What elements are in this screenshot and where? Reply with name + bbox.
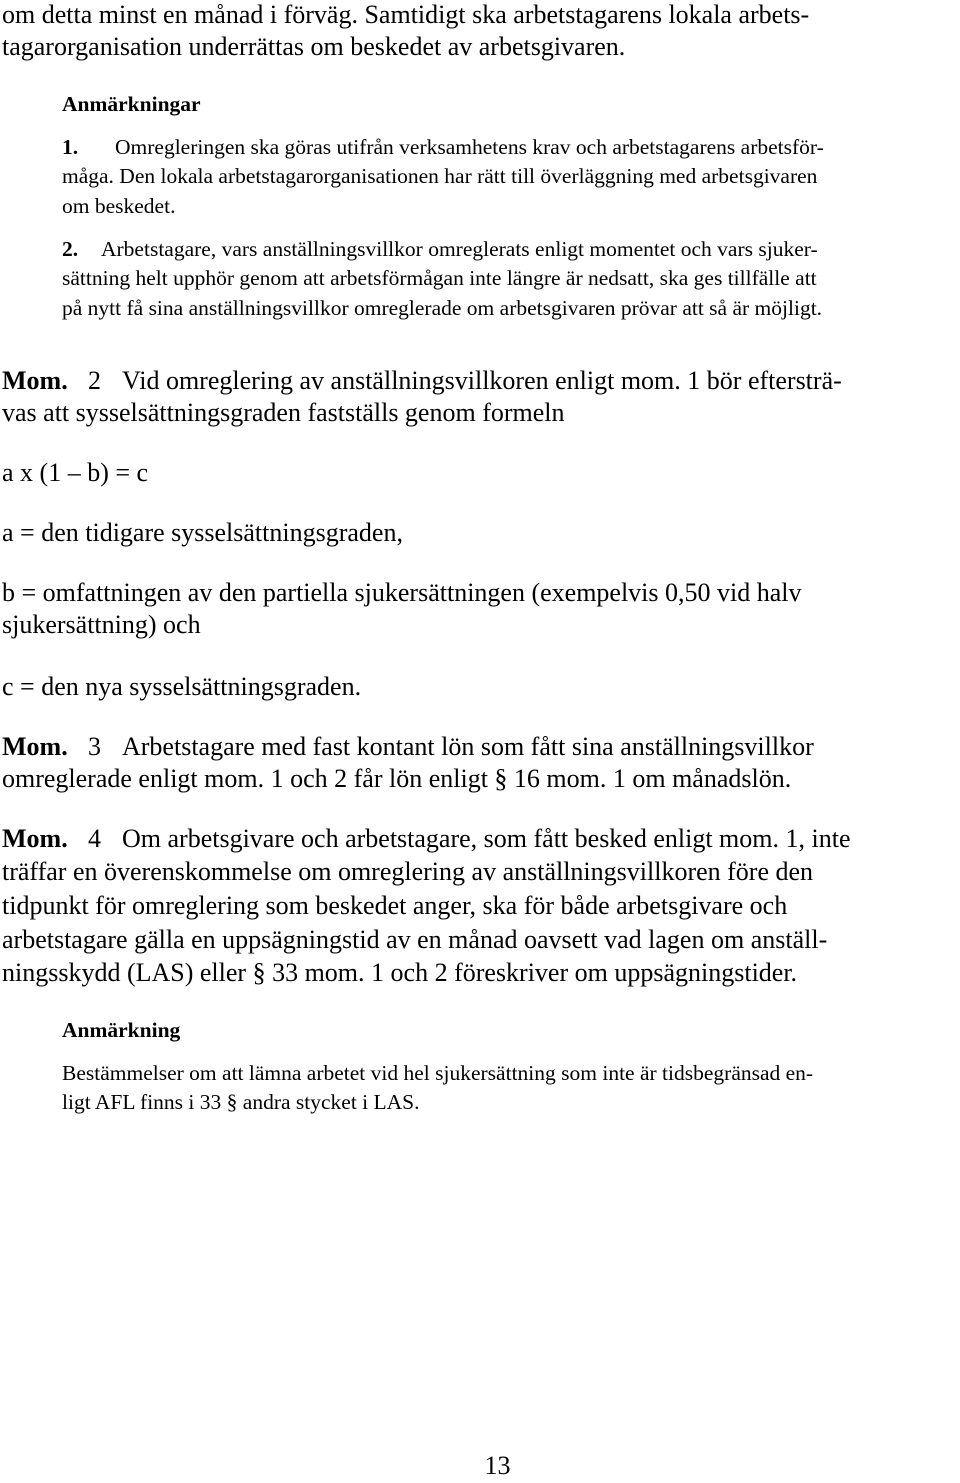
mom-4-line-4: arbetstagare gälla en uppsägningstid av en månad oavsett vad lagen om anställ-: [2, 925, 828, 954]
remark-2-line-3: på nytt få sina anställningsvillkor omreglerade om arbetsgivaren prövar att så är möjligt.: [62, 296, 823, 320]
remark-1-line-3: om beskedet.: [62, 194, 176, 218]
page-number: 13: [484, 1451, 511, 1480]
mom-4-line-2: träffar en överenskommelse om omreglering av anställningsvillkoren före den: [2, 857, 814, 886]
mom-4-line-1: Om arbetsgivare och arbetstagare, som fått besked enligt mom. 1, inte: [122, 824, 851, 853]
remark-2-number: 2.: [62, 237, 79, 261]
intro-line-1: om detta minst en månad i förväg. Samtidigt ska arbetstagarens lokala arbets-: [2, 0, 810, 29]
mom-2-number: 2: [88, 366, 101, 395]
remark-1-line-1: Omregleringen ska göras utifrån verksamhetens krav och arbetstagarens arbetsför-: [115, 135, 824, 159]
mom-3-label: Mom.: [2, 732, 68, 761]
mom-4-number: 4: [88, 824, 101, 853]
definition-b-line-2: sjukersättning) och: [2, 610, 201, 639]
mom-3-line-2: omreglerade enligt mom. 1 och 2 får lön enligt § 16 mom. 1 om månadslön.: [2, 764, 792, 793]
mom-4-line-3: tidpunkt för omreglering som beskedet anger, ska för både arbetsgivare och: [2, 891, 788, 920]
remarks-heading: Anmärkningar: [62, 92, 201, 116]
definition-c: c = den nya sysselsättningsgraden.: [2, 672, 362, 701]
remark-1-number: 1.: [62, 135, 79, 159]
definition-a: a = den tidigare sysselsättningsgraden,: [2, 518, 403, 547]
mom-2-line-2: vas att sysselsättningsgraden fastställs genom formeln: [2, 398, 565, 427]
mom-2-line-1: Vid omreglering av anställningsvillkoren enligt mom. 1 bör eftersträ-: [122, 366, 842, 395]
remark-final-line-2: ligt AFL finns i 33 § andra stycket i LAS.: [62, 1090, 420, 1114]
remark-1-line-2: måga. Den lokala arbetstagarorganisationen har rätt till överläggning med arbetsgivaren: [62, 164, 818, 188]
remark-2-line-1: Arbetstagare, vars anställningsvillkor omreglerats enligt momentet och vars sjuker-: [101, 237, 818, 261]
mom-2-label: Mom.: [2, 366, 68, 395]
remark-final-line-1: Bestämmelser om att lämna arbetet vid hel sjukersättning som inte är tidsbegränsad en-: [62, 1061, 814, 1085]
mom-3-line-1: Arbetstagare med fast kontant lön som fått sina anställningsvillkor: [122, 732, 814, 761]
intro-line-2: tagarorganisation underrättas om beskedet av arbetsgivaren.: [2, 32, 626, 61]
definition-b-line-1: b = omfattningen av den partiella sjukersättningen (exempelvis 0,50 vid halv: [2, 578, 802, 607]
remark-heading-2: Anmärkning: [62, 1018, 181, 1042]
mom-4-line-5: ningsskydd (LAS) eller § 33 mom. 1 och 2 föreskriver om uppsägningstider.: [2, 958, 798, 987]
remark-2-line-2: sättning helt upphör genom att arbetsförmågan inte längre är nedsatt, ska ges tillfälle att: [62, 266, 817, 290]
mom-4-label: Mom.: [2, 824, 68, 853]
mom-3-number: 3: [88, 732, 101, 761]
formula: a x (1 – b) = c: [2, 458, 149, 487]
